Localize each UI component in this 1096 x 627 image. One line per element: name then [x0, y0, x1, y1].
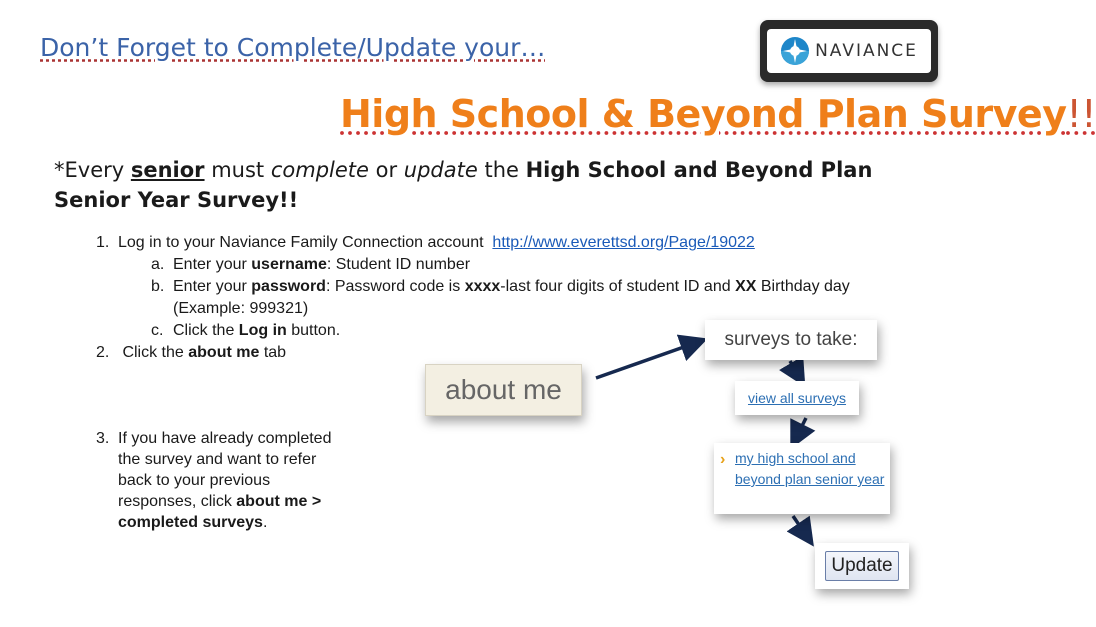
step-3-line-5-post: . [262, 514, 268, 531]
about-me-label: about me [445, 374, 562, 405]
arrow-to-survey-link [795, 418, 806, 440]
step-1b-example: (Example: 999321) [173, 300, 309, 317]
arrow-to-view-all [790, 361, 800, 378]
step-1b-bold: password [251, 278, 326, 295]
intro-must: must [204, 158, 271, 182]
intro-update: update [403, 158, 478, 182]
naviance-login-link[interactable]: http://www.everettsd.org/Page/19022 [492, 234, 755, 251]
step-1b-mid2: -last four digits of student ID and [500, 278, 736, 295]
title-exclamation: !! [1066, 92, 1096, 136]
surveys-to-take-label: surveys to take: [724, 329, 858, 350]
step-1c-bold: Log in [238, 322, 287, 339]
page-subtitle: Don’t Forget to Complete/Update your… [40, 33, 546, 62]
step-1c-post: button. [286, 322, 341, 339]
step-2-pre: Click the [118, 344, 189, 361]
step-1b-bold2: xxxx [464, 278, 501, 295]
step-3-line-4-bold: about me > [236, 493, 322, 510]
step-number: 2. [96, 344, 110, 361]
title-text: High School & Beyond Plan Survey [340, 92, 1067, 136]
intro-senior: senior [130, 158, 205, 182]
step-1b-mid: : Password code is [325, 278, 465, 295]
step-1a-post: : Student ID number [326, 256, 471, 273]
step-3-line-5-bold: completed surveys [118, 514, 263, 531]
step-1b-post: Birthday day [756, 278, 850, 295]
update-button[interactable]: Update [825, 551, 898, 581]
step-number: 1. [96, 234, 110, 251]
step-3-line-2: the survey and want to refer [118, 451, 317, 468]
about-me-tab[interactable] [425, 364, 582, 416]
step-3-line-3: back to your previous [118, 472, 271, 489]
intro-survey-name: High School and Beyond Plan Senior Year Survey!! [54, 158, 873, 212]
step-3-line-1: If you have already completed [118, 430, 332, 447]
step-1b-bold3: XX [735, 278, 757, 295]
hsbp-survey-link-label: my high school and beyond plan senior year [735, 450, 885, 487]
intro-prefix: *Every [54, 158, 131, 182]
step-1c-pre: Click the [173, 322, 239, 339]
step-1-text: Log in to your Naviance Family Connection account [118, 234, 484, 251]
step-letter: c. [151, 322, 164, 339]
hsbp-survey-link[interactable] [714, 443, 890, 514]
step-letter: b. [151, 278, 165, 295]
step-1a-bold: username [251, 256, 327, 273]
view-all-surveys-link[interactable] [735, 381, 859, 415]
step-2-bold: about me [188, 344, 260, 361]
step-1b-pre: Enter your [173, 278, 252, 295]
step-3-line-4: responses, click [118, 493, 237, 510]
step-letter: a. [151, 256, 165, 273]
logo-text: NAVIANCE [815, 41, 918, 61]
step-number: 3. [96, 430, 110, 447]
update-button-snippet [815, 543, 909, 589]
arrow-to-update [793, 516, 808, 538]
step-1a-pre: Enter your [173, 256, 252, 273]
surveys-to-take-heading [705, 320, 877, 360]
intro-the: the [477, 158, 526, 182]
intro-complete: complete [270, 158, 369, 182]
arrow-to-surveys [596, 342, 698, 378]
view-all-surveys-label: view all surveys [747, 390, 847, 406]
intro-or: or [368, 158, 404, 182]
chevron-right-icon: › [720, 451, 726, 468]
step-2-post: tab [259, 344, 287, 361]
